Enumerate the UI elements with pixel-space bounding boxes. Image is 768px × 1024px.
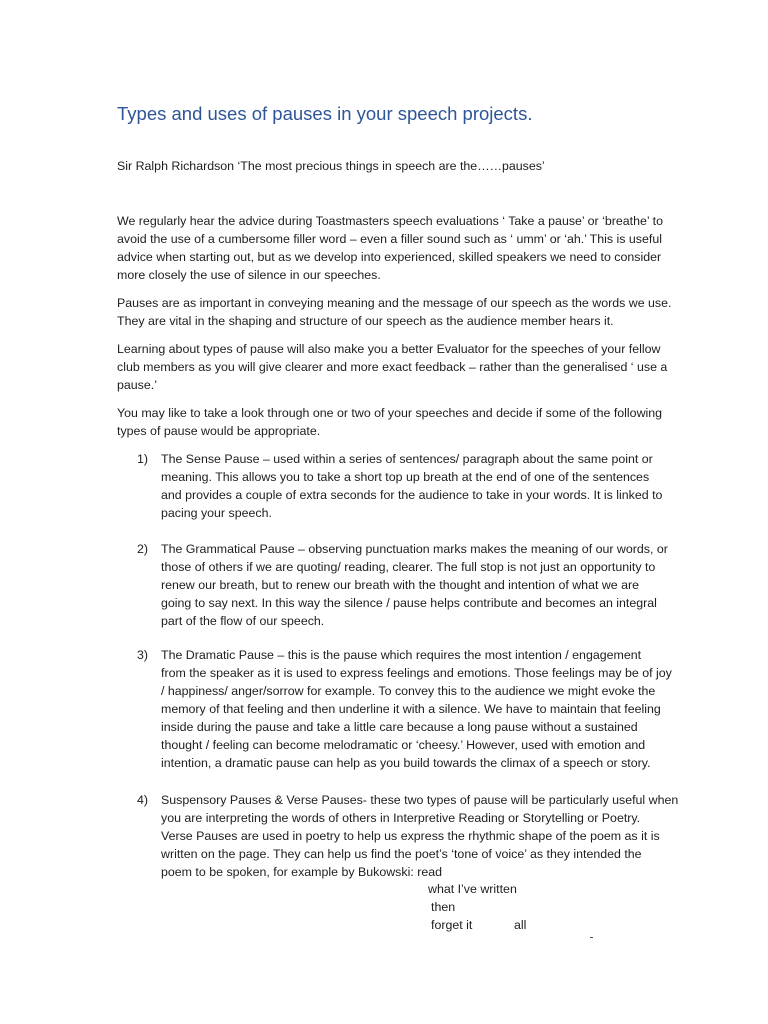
list-item-line: The Dramatic Pause – this is the pause which requires the most intention / engagement bbox=[161, 648, 642, 662]
list-item-line: poem to be spoken, for example by Bukowski: read bbox=[161, 865, 443, 879]
paragraph-line: Learning about types of pause will also make you a better Evaluator for the speeches of your fellow bbox=[117, 342, 661, 356]
document-title: Types and uses of pauses in your speech projects. bbox=[117, 103, 533, 124]
list-item-line: Verse Pauses are used in poetry to help us express the rhythmic shape of the poem as it is bbox=[161, 829, 660, 843]
paragraph-importance bbox=[117, 294, 702, 330]
list-item-line: The Grammatical Pause – observing punctuation marks makes the meaning of our words, or bbox=[161, 542, 668, 556]
paragraph-line: We regularly hear the advice during Toastmasters speech evaluations ‘ Take a pause’ or ‘breathe’ to bbox=[117, 214, 663, 228]
list-item-line: memory of that feeling and then underline it with a silence. We have to maintain that feeling bbox=[161, 702, 661, 716]
list-item-number: 3) bbox=[137, 648, 149, 662]
list-item-number: 2) bbox=[137, 542, 149, 556]
list-item-line: / happiness/ anger/sorrow for example. To convey this to the audience we might evoke the bbox=[161, 684, 656, 698]
paragraph-look-through bbox=[117, 404, 702, 440]
poem-line: what I’ve written bbox=[428, 882, 517, 896]
list-item-number: 4) bbox=[137, 793, 149, 807]
list-item-line: thought / feeling can become melodramatic or ‘cheesy.’ However, used with emotion and bbox=[161, 738, 646, 752]
list-item-line: intention, a dramatic pause can help as you build towards the climax of a speech or story. bbox=[161, 756, 651, 770]
paragraph-line: advice when starting out, but as we develop into experienced, skilled speakers we need to consider bbox=[117, 250, 662, 264]
paragraph-line: club members as you will give clearer and more exact feedback – rather than the generalised ‘ use a bbox=[117, 360, 668, 374]
poem-line: then bbox=[431, 900, 456, 914]
list-item-line: from the speaker as it is used to express feelings and emotions. Those feelings may be of joy bbox=[161, 666, 672, 680]
list-item-line: written on the page. They can help us find the poet’s ‘tone of voice’ as they intended the bbox=[161, 847, 642, 861]
paragraph-line: pause.’ bbox=[117, 378, 157, 392]
paragraph-line: more closely the use of silence in our speeches. bbox=[117, 268, 381, 282]
list-item-line: meaning. This allows you to take a short top up breath at the end of one of the sentences bbox=[161, 470, 650, 484]
list-item-line: renew our breath, but to renew our breath with the thought and intention of what we are bbox=[161, 578, 640, 592]
poem-line: all bbox=[514, 918, 527, 932]
list-item-line: Suspensory Pauses & Verse Pauses- these two types of pause will be particularly useful when bbox=[161, 793, 679, 807]
list-item-line: going to say next. In this way the silence / pause helps contribute and becomes an integral bbox=[161, 596, 657, 610]
paragraph-line: Pauses are as important in conveying meaning and the message of our speech as the words we use. bbox=[117, 296, 672, 310]
paragraph-line: avoid the use of a cumbersome filler word – even a filler sound such as ‘ umm’ or ‘ah.’ This is useful bbox=[117, 232, 662, 246]
list-item-line: those of others if we are quoting/ reading, clearer. The full stop is not just an opportunity to bbox=[161, 560, 656, 574]
paragraph-line: You may like to take a look through one or two of your speeches and decide if some of the following bbox=[117, 406, 663, 420]
poem-line: forget it bbox=[431, 918, 473, 932]
list-item-line: you are interpreting the words of others in Interpretive Reading or Storytelling or Poetry. bbox=[161, 811, 641, 825]
list-item-line: inside during the pause and take a little care because a long pause without a sustained bbox=[161, 720, 638, 734]
paragraph-line: types of pause would be appropriate. bbox=[117, 424, 321, 438]
list-item-line: The Sense Pause – used within a series of sentences/ paragraph about the same point or bbox=[161, 452, 653, 466]
list-item-line: and provides a couple of extra seconds for the audience to take in your words. It is linked to bbox=[161, 488, 663, 502]
paragraph-line: They are vital in the shaping and structure of our speech as the audience member hears it. bbox=[117, 314, 614, 328]
paragraph-intro bbox=[117, 212, 702, 284]
list-item-line: part of the flow of our speech. bbox=[161, 614, 325, 628]
list-item-line: pacing your speech. bbox=[161, 506, 272, 520]
opening-quote: Sir Ralph Richardson ‘The most precious things in speech are the……pauses’ bbox=[117, 159, 545, 173]
scan-speck bbox=[590, 937, 593, 938]
paragraph-evaluator bbox=[117, 340, 702, 394]
list-item-number: 1) bbox=[137, 452, 149, 466]
